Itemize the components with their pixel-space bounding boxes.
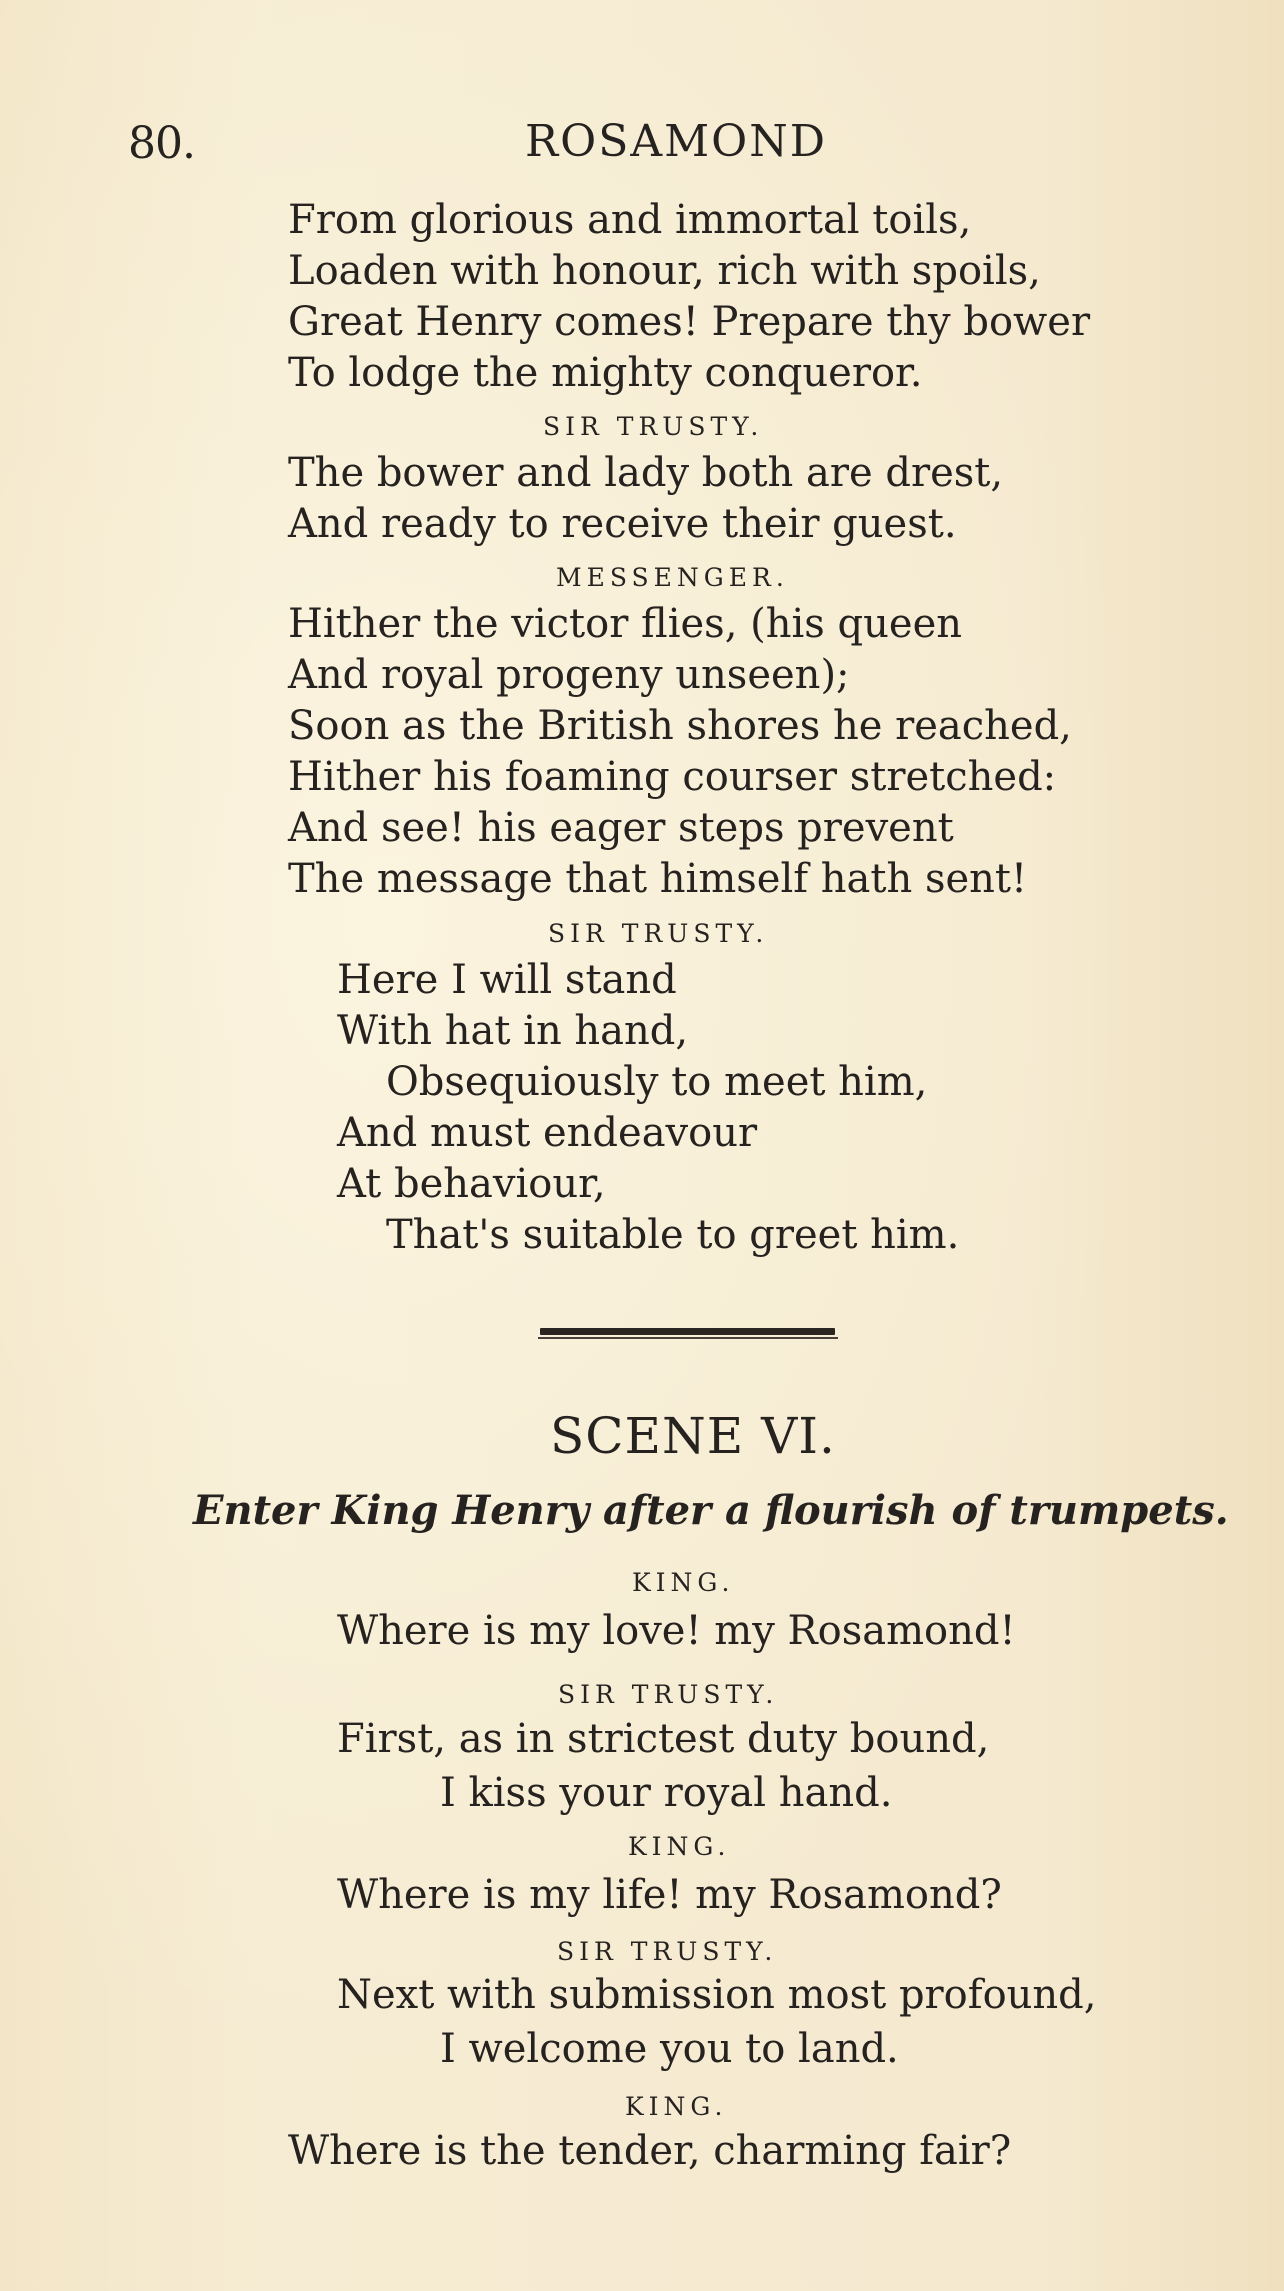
verse-line: That's suitable to greet him. xyxy=(386,1212,960,1258)
speaker-label: KING. xyxy=(632,1568,735,1597)
speaker-label: SIR TRUSTY. xyxy=(557,1937,778,1966)
verse-line: Obsequiously to meet him, xyxy=(386,1059,928,1105)
verse-line: Where is the tender, charming fair? xyxy=(288,2128,1012,2174)
verse-line: Where is my life! my Rosamond? xyxy=(337,1872,1002,1918)
verse-line: I kiss your royal hand. xyxy=(440,1770,893,1816)
speaker-label: SIR TRUSTY. xyxy=(548,919,769,948)
speaker-label: KING. xyxy=(625,2092,728,2121)
verse-line: And must endeavour xyxy=(337,1110,758,1156)
speaker-label: SIR TRUSTY. xyxy=(558,1680,779,1709)
speaker-label: MESSENGER. xyxy=(556,563,789,592)
verse-line: And see! his eager steps prevent xyxy=(288,805,954,851)
verse-line: Here I will stand xyxy=(337,957,677,1003)
verse-line: At behaviour, xyxy=(337,1161,606,1207)
verse-line: Where is my love! my Rosamond! xyxy=(337,1608,1016,1654)
verse-line: And royal progeny unseen); xyxy=(288,652,850,698)
verse-line: The message that himself hath sent! xyxy=(288,856,1028,902)
section-rule xyxy=(540,1328,835,1335)
verse-line: The bower and lady both are drest, xyxy=(288,450,1004,496)
page-number: 80. xyxy=(128,118,195,169)
scene-title: SCENE VI. xyxy=(550,1407,836,1465)
verse-line: First, as in strictest duty bound, xyxy=(337,1716,990,1762)
verse-line: From glorious and immortal toils, xyxy=(288,197,972,243)
stage-direction: Enter King Henry after a flourish of trumpets. xyxy=(193,1487,1229,1534)
verse-line: Loaden with honour, rich with spoils, xyxy=(288,248,1041,294)
verse-line: To lodge the mighty conqueror. xyxy=(288,350,923,396)
verse-line: Next with submission most profound, xyxy=(337,1972,1097,2018)
verse-line: Hither the victor flies, (his queen xyxy=(288,601,963,647)
verse-line: Soon as the British shores he reached, xyxy=(288,703,1072,749)
verse-line: Hither his foaming courser stretched: xyxy=(288,754,1057,800)
speaker-label: KING. xyxy=(628,1832,731,1861)
verse-line: I welcome you to land. xyxy=(440,2026,899,2072)
verse-line: With hat in hand, xyxy=(337,1008,689,1054)
speaker-label: SIR TRUSTY. xyxy=(543,412,764,441)
running-head: ROSAMOND xyxy=(525,116,828,167)
verse-line: Great Henry comes! Prepare thy bower xyxy=(288,299,1091,345)
verse-line: And ready to receive their guest. xyxy=(288,501,957,547)
